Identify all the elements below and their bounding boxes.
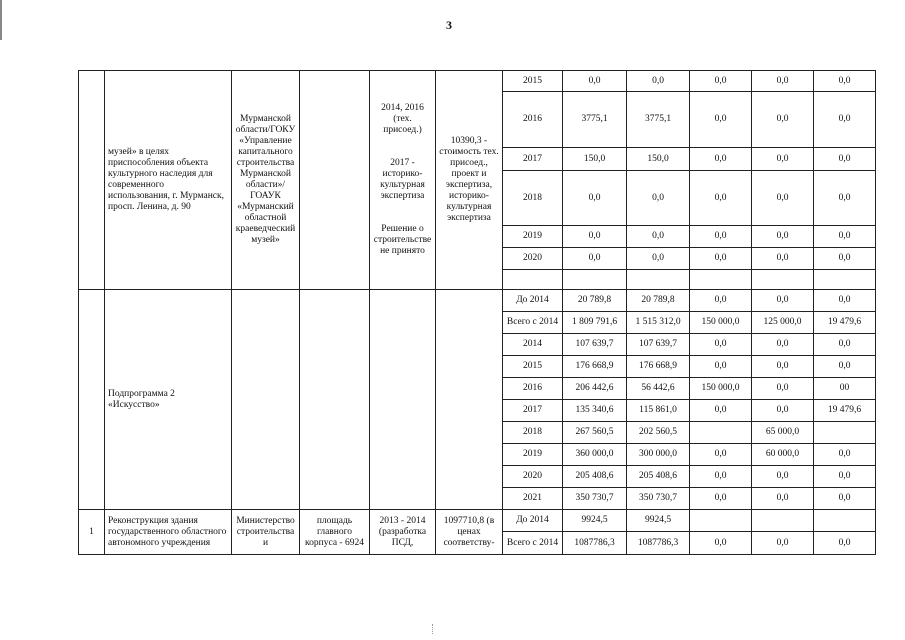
estimated-cost — [436, 290, 503, 510]
other-sources-cell: 00 — [814, 378, 876, 400]
other-sources-cell: 0,0 — [814, 466, 876, 488]
total-cell: 20 789,8 — [563, 290, 627, 312]
regional-budget-cell: 350 730,7 — [627, 488, 690, 510]
federal-budget-cell — [690, 510, 752, 532]
other-sources-cell: 0,0 — [814, 444, 876, 466]
implementation-period — [370, 290, 436, 510]
total-cell: 206 442,6 — [563, 378, 627, 400]
federal-budget-cell: 150 000,0 — [690, 378, 752, 400]
year-cell: 2015 — [503, 71, 563, 92]
period-decision-text: Решение о строительстве не принято — [373, 224, 432, 256]
federal-budget-cell: 0,0 — [690, 466, 752, 488]
local-budget-cell: 0,0 — [752, 334, 814, 356]
year-cell: До 2014 — [503, 510, 563, 532]
index-cell — [79, 290, 105, 510]
other-sources-cell: 0,0 — [814, 290, 876, 312]
local-budget-cell: 0,0 — [752, 171, 814, 226]
federal-budget-cell: 0,0 — [690, 488, 752, 510]
year-cell: Всего с 2014 — [503, 312, 563, 334]
local-budget-cell: 0,0 — [752, 92, 814, 148]
year-cell: 2014 — [503, 334, 563, 356]
total-cell: 205 408,6 — [563, 466, 627, 488]
federal-budget-cell: 0,0 — [690, 290, 752, 312]
implementation-period: 2013 - 2014 (разработка ПСД, — [370, 510, 436, 555]
total-cell: 1 809 791,6 — [563, 312, 627, 334]
regional-budget-cell: 205 408,6 — [627, 466, 690, 488]
estimated-cost: 1097710,8 (в ценах соответству- — [436, 510, 503, 555]
total-cell: 107 639,7 — [563, 334, 627, 356]
total-cell: 135 340,6 — [563, 400, 627, 422]
regional-budget-cell: 0,0 — [627, 248, 690, 270]
executor — [232, 290, 300, 510]
row-index: 1 — [79, 510, 105, 555]
total-cell: 0,0 — [563, 71, 627, 92]
local-budget-cell: 0,0 — [752, 226, 814, 248]
other-sources-cell: 0,0 — [814, 92, 876, 148]
other-sources-cell — [814, 510, 876, 532]
regional-budget-cell: 115 861,0 — [627, 400, 690, 422]
regional-budget-cell: 0,0 — [627, 171, 690, 226]
regional-budget-cell: 0,0 — [627, 71, 690, 92]
program-table — [78, 70, 876, 555]
page-edge-mark — [0, 0, 2, 40]
capacity: площадь главного корпуса - 6924 — [300, 510, 370, 555]
local-budget-cell: 0,0 — [752, 71, 814, 92]
other-sources-cell: 0,0 — [814, 356, 876, 378]
local-budget-cell: 0,0 — [752, 248, 814, 270]
federal-budget-cell: 0,0 — [690, 334, 752, 356]
year-cell: 2019 — [503, 444, 563, 466]
year-cell: 2020 — [503, 466, 563, 488]
total-cell: 176 668,9 — [563, 356, 627, 378]
executor: Министерство строительства и — [232, 510, 300, 555]
federal-budget-cell — [690, 422, 752, 444]
period-expertise-text: 2017 - историко-культурная экспертиза — [380, 158, 425, 201]
capacity — [300, 290, 370, 510]
year-cell: 2017 — [503, 400, 563, 422]
other-sources-cell: 0,0 — [814, 171, 876, 226]
federal-budget-cell: 0,0 — [690, 248, 752, 270]
total-cell: 0,0 — [563, 226, 627, 248]
local-budget-cell — [752, 270, 814, 290]
other-sources-cell: 0,0 — [814, 334, 876, 356]
estimated-cost: 10390,3 - стоимость тех. присоед., проект и экспертиза, историко-культурная экспертиза — [436, 71, 503, 290]
scan-artifact — [432, 624, 435, 634]
local-budget-cell: 0,0 — [752, 466, 814, 488]
object-name: Реконструкция здания государственного областного автономного учреждения — [105, 510, 232, 555]
other-sources-cell: 0,0 — [814, 532, 876, 555]
federal-budget-cell — [690, 270, 752, 290]
total-cell: 360 000,0 — [563, 444, 627, 466]
other-sources-cell: 0,0 — [814, 148, 876, 171]
total-cell: 267 560,5 — [563, 422, 627, 444]
total-cell — [563, 270, 627, 290]
subprogram-name: Подпрограмма 2 «Искусство» — [105, 290, 232, 510]
local-budget-cell: 0,0 — [752, 290, 814, 312]
year-cell: 2016 — [503, 378, 563, 400]
federal-budget-cell: 150 000,0 — [690, 312, 752, 334]
total-cell: 9924,5 — [563, 510, 627, 532]
index-cell — [79, 71, 105, 290]
year-cell: 2018 — [503, 422, 563, 444]
regional-budget-cell: 0,0 — [627, 226, 690, 248]
regional-budget-cell: 1087786,3 — [627, 532, 690, 555]
other-sources-cell: 19 479,6 — [814, 312, 876, 334]
year-cell: 2017 — [503, 148, 563, 171]
total-cell: 350 730,7 — [563, 488, 627, 510]
page-number: 3 — [446, 18, 452, 32]
executor: Мурманской области/ГОКУ «Управление капитального строительства Мурманской области»/ ГОАУК «Мурманский областной краеведческий музей» — [232, 71, 300, 290]
federal-budget-cell: 0,0 — [690, 444, 752, 466]
regional-budget-cell: 56 442,6 — [627, 378, 690, 400]
year-cell — [503, 270, 563, 290]
federal-budget-cell: 0,0 — [690, 400, 752, 422]
year-cell: До 2014 — [503, 290, 563, 312]
federal-budget-cell: 0,0 — [690, 171, 752, 226]
total-cell: 1087786,3 — [563, 532, 627, 555]
other-sources-cell: 0,0 — [814, 226, 876, 248]
federal-budget-cell: 0,0 — [690, 532, 752, 555]
year-cell: 2020 — [503, 248, 563, 270]
regional-budget-cell: 150,0 — [627, 148, 690, 171]
period-text: 2014, 2016 (тех. присоед.) — [381, 103, 424, 135]
regional-budget-cell: 20 789,8 — [627, 290, 690, 312]
federal-budget-cell: 0,0 — [690, 356, 752, 378]
regional-budget-cell: 176 668,9 — [627, 356, 690, 378]
local-budget-cell — [752, 510, 814, 532]
local-budget-cell: 60 000,0 — [752, 444, 814, 466]
local-budget-cell: 0,0 — [752, 532, 814, 555]
local-budget-cell: 65 000,0 — [752, 422, 814, 444]
year-cell: 2015 — [503, 356, 563, 378]
federal-budget-cell: 0,0 — [690, 226, 752, 248]
year-cell: 2018 — [503, 171, 563, 226]
regional-budget-cell: 107 639,7 — [627, 334, 690, 356]
federal-budget-cell: 0,0 — [690, 92, 752, 148]
year-cell: Всего с 2014 — [503, 532, 563, 555]
capacity — [300, 71, 370, 290]
object-name: музей» в целях приспособления объекта культурного наследия для современного использования, г. Мурманск, просп. Ленина, д. 90 — [105, 71, 232, 290]
local-budget-cell: 0,0 — [752, 148, 814, 171]
local-budget-cell: 0,0 — [752, 378, 814, 400]
federal-budget-cell: 0,0 — [690, 148, 752, 171]
total-cell: 0,0 — [563, 171, 627, 226]
local-budget-cell: 125 000,0 — [752, 312, 814, 334]
local-budget-cell: 0,0 — [752, 356, 814, 378]
federal-budget-cell: 0,0 — [690, 71, 752, 92]
other-sources-cell — [814, 270, 876, 290]
regional-budget-cell: 9924,5 — [627, 510, 690, 532]
other-sources-cell: 19 479,6 — [814, 400, 876, 422]
year-cell: 2021 — [503, 488, 563, 510]
regional-budget-cell: 1 515 312,0 — [627, 312, 690, 334]
year-cell: 2019 — [503, 226, 563, 248]
regional-budget-cell: 300 000,0 — [627, 444, 690, 466]
other-sources-cell: 0,0 — [814, 488, 876, 510]
total-cell: 0,0 — [563, 248, 627, 270]
total-cell: 150,0 — [563, 148, 627, 171]
other-sources-cell: 0,0 — [814, 248, 876, 270]
local-budget-cell: 0,0 — [752, 400, 814, 422]
local-budget-cell: 0,0 — [752, 488, 814, 510]
other-sources-cell — [814, 422, 876, 444]
regional-budget-cell: 202 560,5 — [627, 422, 690, 444]
year-cell: 2016 — [503, 92, 563, 148]
regional-budget-cell: 3775,1 — [627, 92, 690, 148]
regional-budget-cell — [627, 270, 690, 290]
total-cell: 3775,1 — [563, 92, 627, 148]
other-sources-cell: 0,0 — [814, 71, 876, 92]
implementation-period — [370, 71, 436, 290]
